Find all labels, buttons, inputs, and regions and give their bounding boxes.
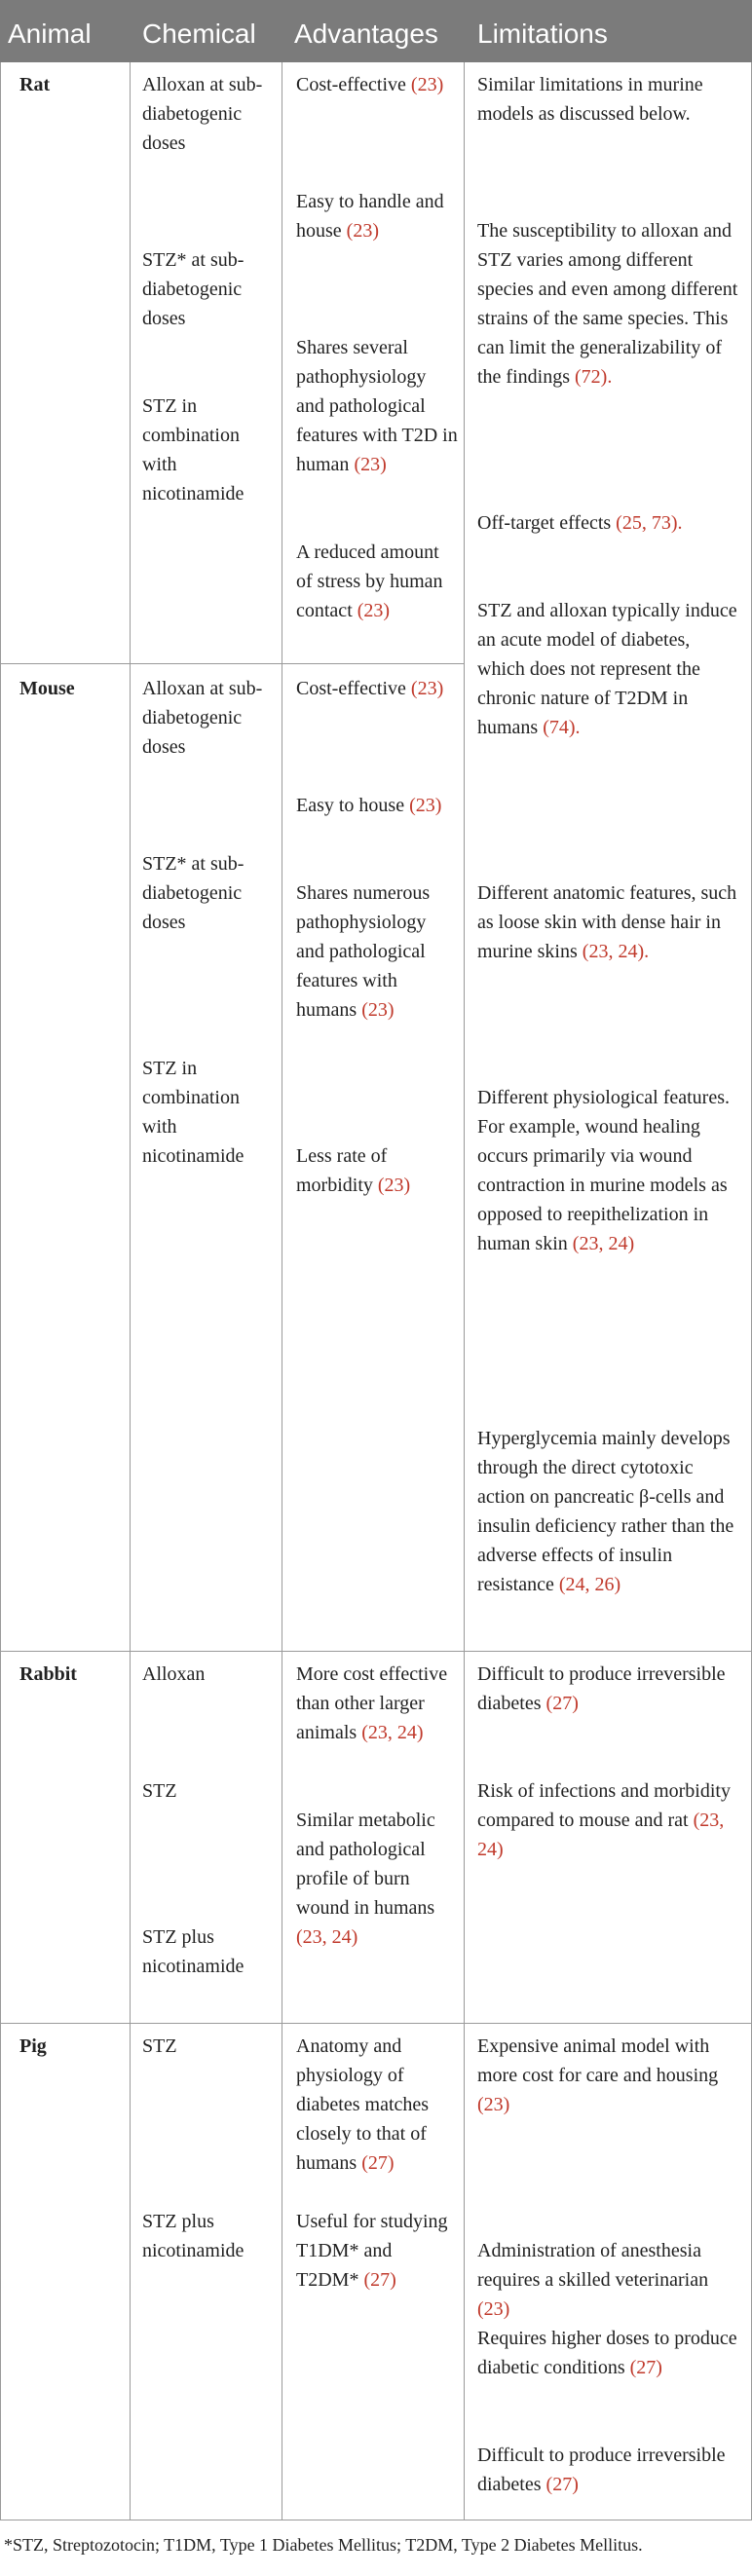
limitation-rabbit-2: Risk of infections and morbidity compared to mouse and rat (23, 24): [477, 1780, 731, 1860]
limitation-rabbit-1: Difficult to produce irreversible diabetes (27): [477, 1663, 726, 1714]
row-divider-rabbit-pig: [0, 2023, 752, 2024]
row-divider-rat-mouse: [0, 663, 464, 664]
header-animal: Animal: [8, 19, 92, 49]
chemical-pig-1: STZ: [142, 2035, 177, 2057]
border-left: [0, 62, 1, 2520]
citation: (23, 24): [572, 1233, 635, 1254]
chemical-rabbit-2: STZ: [142, 1780, 177, 1802]
citation: (23): [410, 678, 444, 699]
advantage-pig-2: Useful for studying T1DM* and T2DM* (27): [296, 2211, 448, 2291]
citation: (27): [545, 2474, 579, 2495]
advantage-mouse-1: Cost-effective (23): [296, 678, 444, 699]
chemical-rabbit-3: STZ plus nicotinamide: [142, 1926, 244, 1977]
murine-limitation-6: Different physiological features. For example, wound healing occurs primarily via wound contraction in murine models as opposed to reepithelization in human skin (23, 24): [477, 1087, 730, 1254]
header-advantages: Advantages: [294, 19, 438, 49]
citation: (23, 24): [296, 1926, 358, 1948]
murine-limitation-7: Hyperglycemia mainly develops through the direct cytotoxic action on pancreatic β-cells and insulin deficiency rather than the adverse effects of insulin resistance (24, 26): [477, 1428, 734, 1595]
citation: (23): [357, 600, 391, 621]
chemical-rabbit-1: Alloxan: [142, 1663, 206, 1685]
citation: (23): [477, 2298, 510, 2320]
citation: (23): [346, 220, 379, 242]
citation: (23, 24).: [582, 941, 650, 962]
animal-mouse: Mouse: [19, 678, 75, 699]
chemical-mouse-2: STZ* at sub-diabetogenic doses: [142, 853, 244, 933]
murine-limitation-4: STZ and alloxan typically induce an acute model of diabetes, which does not represent the chronic nature of T2DM in humans (74).: [477, 600, 737, 738]
advantage-rat-2: Easy to handle and house (23): [296, 191, 444, 242]
limitation-pig-2: Administration of anesthesia requires a skilled veterinarian (23): [477, 2240, 709, 2320]
citation: (74).: [543, 717, 581, 738]
limitation-pig-3: Requires higher doses to produce diabetic conditions (27): [477, 2328, 737, 2378]
header-limitations: Limitations: [477, 19, 608, 49]
citation: (24, 26): [558, 1574, 621, 1595]
divider-col3: [464, 62, 465, 2520]
citation: (27): [545, 1693, 579, 1714]
chemical-rat-1: Alloxan at sub-diabetogenic doses: [142, 74, 263, 154]
advantage-rabbit-2: Similar metabolic and pathological profile of burn wound in humans (23, 24): [296, 1810, 435, 1948]
advantage-mouse-4: Less rate of morbidity (23): [296, 1145, 411, 1196]
advantage-mouse-2: Easy to house (23): [296, 795, 442, 816]
table-footnote: *STZ, Streptozotocin; T1DM, Type 1 Diabetes Mellitus; T2DM, Type 2 Diabetes Mellitus.: [4, 2535, 643, 2555]
citation: (23): [409, 795, 442, 816]
animal-rat: Rat: [19, 74, 51, 95]
citation: (23, 24): [361, 1722, 424, 1743]
citation: (27): [629, 2357, 662, 2378]
chemical-mouse-3: STZ in combination with nicotinamide: [142, 1058, 244, 1167]
murine-limitation-1: Similar limitations in murine models as discussed below.: [477, 74, 703, 125]
citation: (27): [361, 2152, 395, 2174]
row-divider-mouse-rabbit: [0, 1651, 752, 1652]
chemical-pig-2: STZ plus nicotinamide: [142, 2211, 244, 2261]
murine-limitation-5: Different anatomic features, such as loose skin with dense hair in murine skins (23, 24).: [477, 882, 737, 962]
advantage-rabbit-1: More cost effective than other larger animals (23, 24): [296, 1663, 448, 1743]
citation: (27): [363, 2269, 396, 2291]
citation: (23): [377, 1175, 411, 1196]
citation: (23, 24): [477, 1810, 725, 1860]
chemical-rat-2: STZ* at sub-diabetogenic doses: [142, 249, 244, 329]
table-header: [0, 0, 752, 62]
limitation-pig-1: Expensive animal model with more cost for care and housing (23): [477, 2035, 719, 2115]
chemical-rat-3: STZ in combination with nicotinamide: [142, 395, 244, 504]
citation: (72).: [575, 366, 613, 388]
animal-rabbit: Rabbit: [19, 1663, 77, 1685]
citation: (25, 73).: [616, 512, 683, 534]
animal-pig: Pig: [19, 2035, 47, 2057]
advantage-pig-1: Anatomy and physiology of diabetes matches closely to that of humans (27): [296, 2035, 430, 2174]
murine-limitation-3: Off-target effects (25, 73).: [477, 512, 683, 534]
citation: (23): [477, 2094, 510, 2115]
citation: (23): [361, 999, 395, 1021]
advantage-mouse-3: Shares numerous pathophysiology and pathological features with humans (23): [296, 882, 431, 1021]
divider-col1: [130, 62, 131, 2520]
citation: (23): [410, 74, 444, 95]
advantage-rat-3: Shares several pathophysiology and pathological features with T2D in human (23): [296, 337, 458, 475]
citation: (23): [354, 454, 387, 475]
advantage-rat-4: A reduced amount of stress by human contact (23): [296, 541, 443, 621]
limitation-pig-4: Difficult to produce irreversible diabetes (27): [477, 2445, 726, 2495]
chemical-mouse-1: Alloxan at sub-diabetogenic doses: [142, 678, 263, 758]
advantage-rat-1: Cost-effective (23): [296, 74, 444, 95]
header-chemical: Chemical: [142, 19, 256, 49]
murine-limitation-2: The susceptibility to alloxan and STZ varies among different species and even among different strains of the same species. This can limit the generalizability of the findings (72).: [477, 220, 738, 388]
